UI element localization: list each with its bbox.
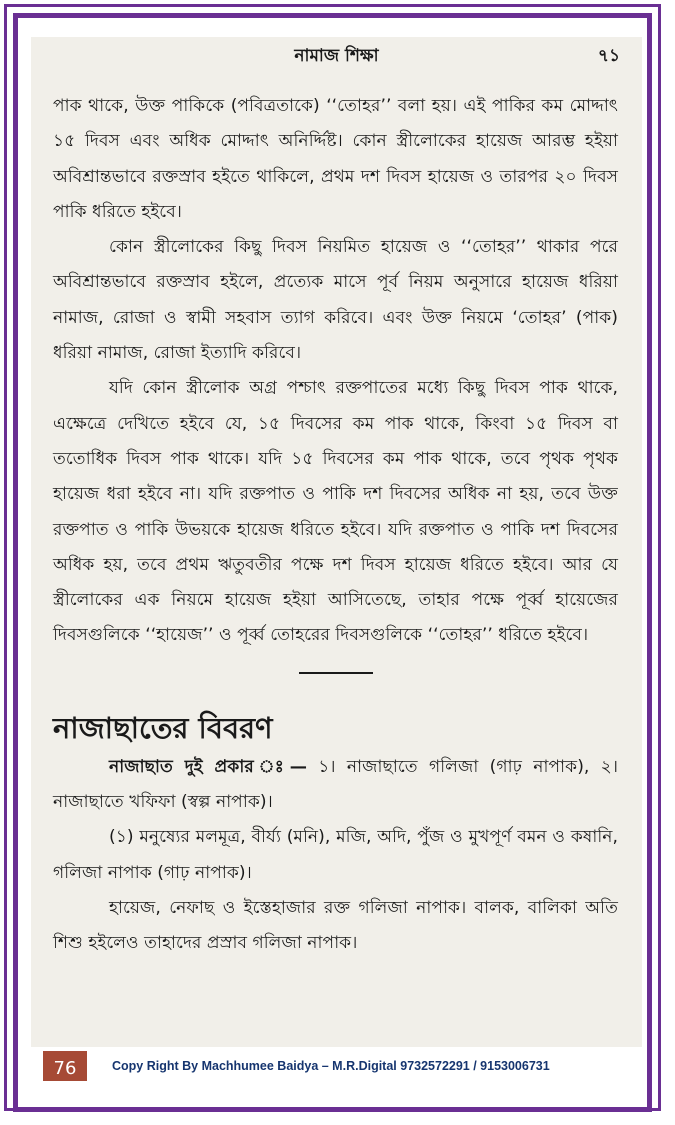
paragraph-6: হায়েজ, নেফাছ ও ইস্তেহাজার রক্ত গলিজা নাপাক। বালক, বালিকা অতি শিশু হইলেও তাহাদের প্রস্রাব গলিজা নাপাক। bbox=[53, 897, 618, 954]
footer-copyright: Copy Right By Machhumee Baidya – M.R.Digital 9732572291 / 9153006731 bbox=[112, 1059, 550, 1073]
paragraph-2: কোন স্ত্রীলোকের কিছু দিবস নিয়মিত হায়েজ ও ‘‘তোহর’’ থাকার পরে অবিশ্রান্তভাবে রক্তস্রাব হইলে, প্রত্যেক মাসে পূর্ব নিয়ম অনুসারে হায়েজ ধরিয়া নামাজ, রোজা ও স্বামী সহবাস ত্যাগ করিবে। এবং উক্ত নিয়মে ‘তোহর’ (পাক) ধরিয়া নামাজ, রোজা ইত্যাদি করিবে। bbox=[53, 237, 618, 364]
book-page bbox=[31, 37, 642, 1047]
paragraph-5: (১) মনুষ্যের মলমূত্র, বীর্য্য (মনি), মজি, অদি, পুঁজ ও মুখপূর্ণ বমন ও কষানি, গলিজা নাপাক (গাঢ় নাপাক)। bbox=[53, 827, 618, 883]
running-title: নামাজ শিক্ষা bbox=[294, 46, 379, 66]
paragraph-4 bbox=[53, 750, 618, 821]
paragraph-4-rest: ১। নাজাছাতে গলিজা (গাঢ় নাপাক), ২। নাজাছাতে খফিফা (স্বল্প নাপাক)। bbox=[53, 756, 618, 813]
paragraph-4-lead: নাজাছাত দুই প্রকার ঃ— bbox=[109, 756, 307, 777]
footer-page-number: 76 bbox=[43, 1051, 87, 1081]
paragraph-3: যদি কোন স্ত্রীলোক অগ্র পশ্চাৎ রক্তপাতের মধ্যে কিছু দিবস পাক থাকে, এক্ষেত্রে দেখিতে হইবে যে, ১৫ দিবসের কম পাক থাকে, কিংবা ১৫ দিবস বা ততোধিক দিবস পাক থাকে। যদি ১৫ দিবসের কম পাক থাকে, তবে পৃথক পৃথক হায়েজ ধরা হইবে না। যদি রক্তপাত ও পাকি দশ দিবসের অধিক না হয়, তবে উক্ত রক্তপাত ও পাকি উভয়কে হায়েজ ধরিতে হইবে। যদি রক্তপাত ও পাকি দশ দিবসের অধিক হয়, তবে প্রথম ঋতুবতীর পক্ষে দশ দিবস হায়েজ ধরিতে হইবে। আর যে স্ত্রীলোকের এক নিয়মে হায়েজ হইয়া আসিতেছে, তাহার পক্ষে পূর্ব্ব হায়েজের দিবসগুলিকে ‘‘হায়েজ’’ ও পূর্ব্ব তোহরের দিবসগুলিকে ‘‘তোহর’’ ধরিতে হইবে। bbox=[53, 378, 618, 646]
section-divider bbox=[299, 672, 373, 674]
page-body bbox=[53, 89, 618, 962]
book-page-number: ৭১ bbox=[597, 46, 620, 66]
section-heading: নাজাছাতের বিবরণ bbox=[53, 710, 273, 745]
paragraph-1: পাক থাকে, উক্ত পাকিকে (পবিত্রতাকে) ‘‘তোহর’’ বলা হয়। এই পাকির কম মোদ্দাৎ ১৫ দিবস এবং অধিক মোদ্দাৎ অনির্দ্দিষ্ট। কোন স্ত্রীলোকের হায়েজ আরম্ভ হইয়া অবিশ্রান্তভাবে রক্তস্রাব হইতে থাকিলে, প্রথম দশ দিবস হায়েজ ও তারপর ২০ দিবস পাকি ধরিতে হইবে। bbox=[53, 96, 618, 222]
